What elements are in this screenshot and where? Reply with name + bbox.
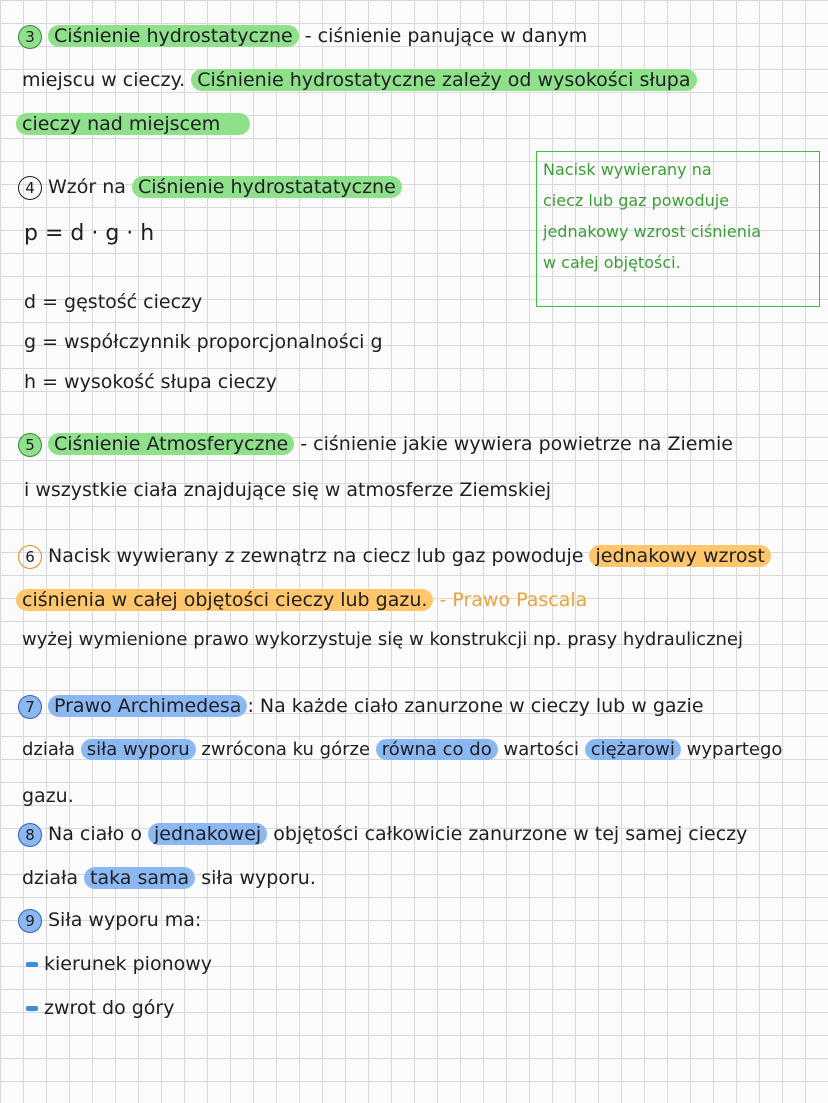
definition-text: - ciśnienie panujące w danym (304, 25, 588, 47)
section-4-line-1 (18, 175, 402, 200)
bullet-dash-icon (26, 962, 38, 967)
highlight: Ciśnienie hydrostatyczne zależy od wysokości słupa (191, 69, 696, 91)
number-badge: 6 (18, 545, 42, 569)
text: objętości całkowicie zanurzone w tej samej cieczy (273, 823, 748, 845)
text: Na ciało o (48, 823, 142, 845)
section-6-line-1 (18, 544, 771, 569)
box-line: jednakowy wzrost ciśnienia (543, 222, 762, 241)
highlight: ciężarowi (585, 739, 681, 760)
text: zwrócona ku górze (201, 739, 371, 760)
section-7-line-3: gazu. (22, 785, 74, 807)
number-badge: 5 (18, 433, 42, 457)
text: miejscu w cieczy. (22, 69, 186, 91)
highlight: ciśnienia w całej objętości cieczy lub gazu. (16, 589, 433, 611)
section-3-line-3 (16, 112, 250, 136)
term-highlight: Ciśnienie Atmosferyczne (48, 433, 294, 455)
number-badge: 3 (18, 25, 42, 49)
section-3-line-2 (22, 68, 697, 92)
highlight: jednakowy wzrost (589, 545, 770, 567)
term-highlight: Ciśnienie hydrostatyczne (48, 25, 299, 47)
section-7-line-1 (18, 694, 704, 719)
text: Siła wyporu ma: (48, 909, 202, 931)
section-5-line-2: i wszystkie ciała znajdujące się w atmosferze Ziemskiej (24, 479, 552, 501)
section-8-line-1 (18, 822, 747, 847)
definition-h: h = wysokość słupa cieczy (24, 371, 277, 393)
section-3-line-1 (18, 24, 587, 49)
text: wypartego (686, 739, 783, 760)
text: działa (22, 739, 76, 760)
definition-d: d = gęstość cieczy (24, 291, 203, 313)
definition-g: g = współczynnik proporcjonalności g (24, 331, 383, 353)
highlight: cieczy nad miejscem (16, 113, 250, 135)
text: : Na każde ciało zanurzone w cieczy lub w gazie (247, 695, 704, 717)
section-9-title (18, 908, 201, 933)
section-7-line-2 (22, 738, 782, 762)
text: Nacisk wywierany z zewnątrz na ciecz lub gaz powoduje (48, 545, 584, 567)
box-line: Nacisk wywierany na (543, 160, 712, 179)
bullet-dash-icon (26, 1006, 38, 1011)
section-6-line-2 (16, 588, 587, 612)
section-6-line-3: wyżej wymienione prawo wykorzystuje się w konstrukcji np. prasy hydraulicznej (22, 629, 744, 650)
text: Wzór na (48, 176, 126, 198)
list-item (26, 952, 212, 976)
text: działa (22, 867, 78, 889)
highlight: taka sama (84, 867, 195, 889)
box-line: ciecz lub gaz powoduje (543, 191, 730, 210)
term-highlight: Ciśnienie hydrostatatyczne (132, 176, 402, 198)
text: kierunek pionowy (44, 953, 213, 975)
section-5-line-1 (18, 432, 733, 457)
number-badge: 7 (18, 695, 42, 719)
text: wartości (503, 739, 579, 760)
highlight: równa co do (376, 739, 498, 760)
text: zwrot do góry (44, 997, 175, 1019)
number-badge: 9 (18, 909, 42, 933)
formula: p = d · g · h (24, 221, 155, 246)
box-line: w całej objętości. (543, 253, 681, 272)
highlight: siła wyporu (81, 739, 196, 760)
number-badge: 8 (18, 823, 42, 847)
law-name: - Prawo Pascala (439, 589, 588, 611)
term-highlight: Prawo Archimedesa (48, 695, 247, 717)
pascal-note-box (536, 151, 820, 307)
number-badge: 4 (18, 176, 42, 200)
text: siła wyporu. (201, 867, 316, 889)
section-8-line-2 (22, 866, 316, 890)
highlight: jednakowej (148, 823, 267, 845)
list-item (26, 996, 175, 1020)
text: - ciśnienie jakie wywiera powietrze na Ziemie (300, 433, 733, 455)
